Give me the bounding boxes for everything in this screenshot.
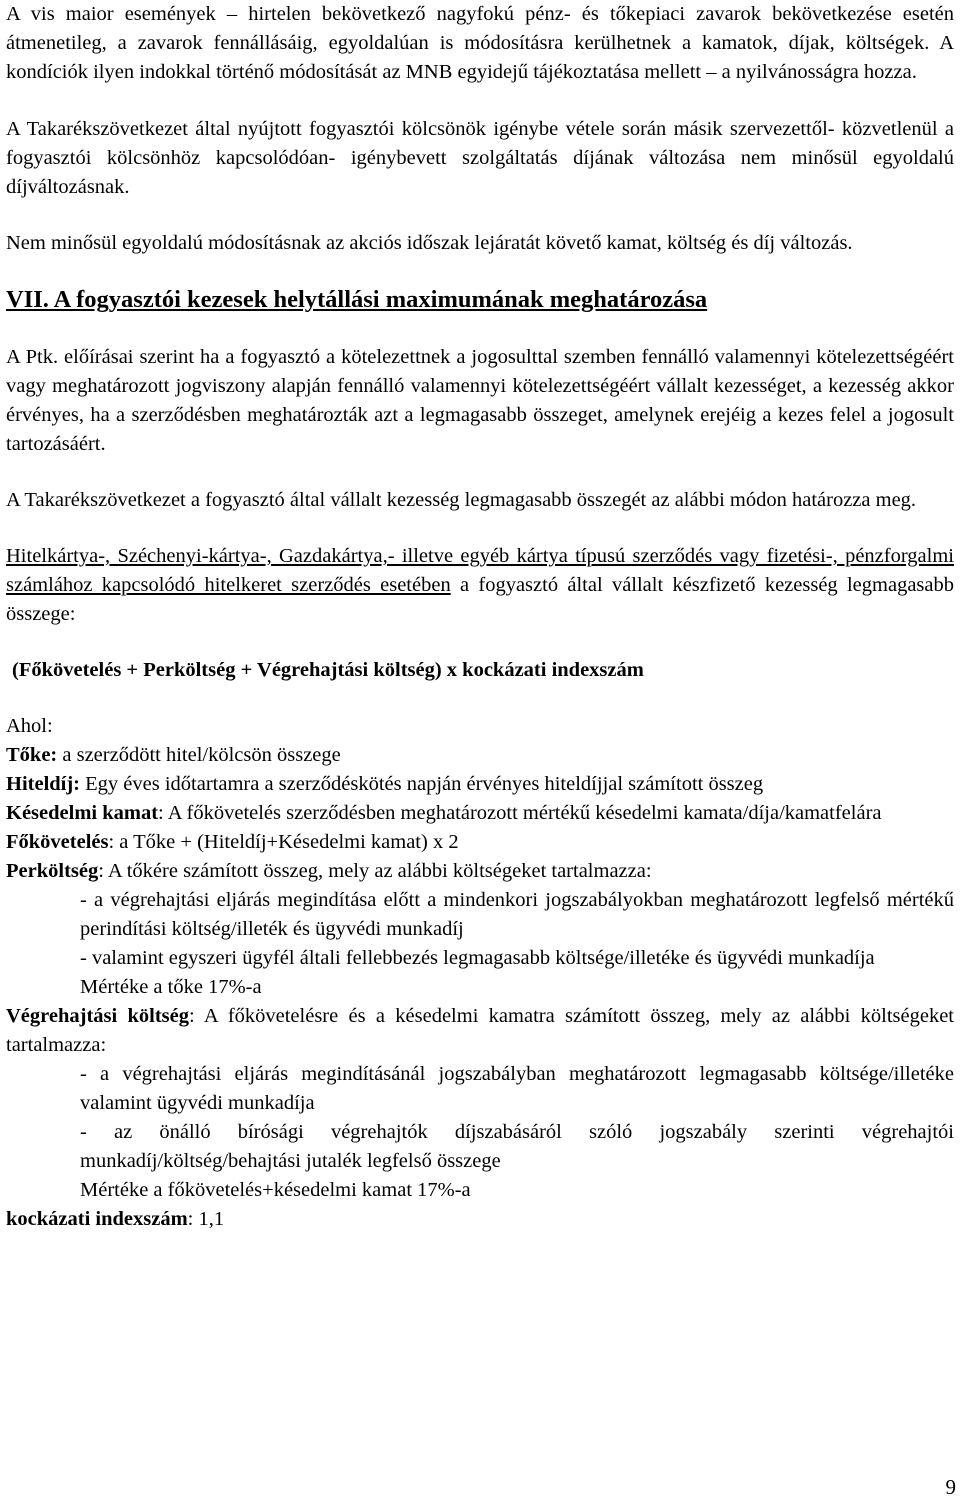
definition-hiteldij: [6, 770, 954, 799]
fokoveteles-text: : a Tőke + (Hiteldíj+Késedelmi kamat) x 2: [108, 831, 459, 853]
paragraph-vis-maior: A vis maior események – hirtelen bekövetkező nagyfokú pénz- és tőkepiaci zavarok bekövetkezése esetén átmenetileg, a zavarok fennállásáig, egyoldalúan is módosításra kerülhetnek a kamatok, díjak, költségek. A kondíciók ilyen indokkal történő módosítását az MNB egyidejű tájékoztatása mellett – a nyilvánosságra hozza.: [6, 3, 954, 83]
definition-vegrehajtasi-koltseg: [6, 1002, 954, 1060]
card-contracts-rest: a fogyasztó által vállalt készfizető kezesség legmagasabb összege:: [6, 574, 954, 625]
vegrehajtasi-label: Végrehajtási költség: [6, 1005, 189, 1027]
toke-label: Tőke:: [6, 744, 58, 766]
definition-kesedelmi-kamat: [6, 799, 954, 828]
vegrehajtasi-item-2: - az önálló bírósági végrehajtók díjszabásáról szóló jogszabály szerinti végrehajtói munkadíj/költség/behajtási jutalék legfelső összege: [80, 1121, 954, 1172]
hiteldij-label: Hiteldíj:: [6, 773, 81, 795]
section-heading: VII. A fogyasztói kezesek helytállási maximumának meghatározása: [6, 286, 708, 313]
vegrehajtasi-item-1: - a végrehajtási eljárás megindításánál jogszabályban meghatározott legmagasabb költsége/illetéke valamint ügyvédi munkadíja: [80, 1063, 954, 1114]
vegrehajtasi-rate: Mértéke a főkövetelés+késedelmi kamat 17%-a: [80, 1179, 471, 1201]
kesedelmi-text: : A főkövetelés szerződésben meghatározott mértékű késedelmi kamata/díja/kamatfelára: [158, 802, 882, 824]
kockazati-label: kockázati indexszám: [6, 1208, 188, 1230]
formula: (Főkövetelés + Perköltség + Végrehajtási költség) x kockázati indexszám: [12, 659, 644, 681]
kockazati-text: : 1,1: [187, 1208, 225, 1230]
paragraph-other-service-fee: A Takarékszövetkezet által nyújtott fogyasztói kölcsönök igénybe vétele során másik szervezettől- közvetlenül a fogyasztói kölcsönhöz kapcsolódóan- igénybevett szolgáltatás díjának változása nem minősül egyoldalú díjváltozásnak.: [6, 118, 954, 198]
perkoltseg-text: : A tőkére számított összeg, mely az alábbi költségeket tartalmazza:: [98, 860, 652, 882]
card-contracts-underlined: Hitelkártya-, Széchenyi-kártya-, Gazdakártya,- illetve egyéb kártya típusú szerződés vagy fizetési-, pénzforgalmi számlához kapcsolódó hitelkeret szerződés esetében: [6, 545, 954, 596]
definition-perkoltseg: [6, 857, 954, 886]
kesedelmi-label: Késedelmi kamat: [6, 802, 159, 824]
paragraph-method: A Takarékszövetkezet a fogyasztó által vállalt kezesség legmagasabb összegét az alábbi módon határozza meg.: [6, 489, 917, 511]
perkoltseg-item-2: - valamint egyszeri ügyfél általi fellebbezés legmagasabb költsége/illetéke és ügyvédi munkadíja: [80, 947, 875, 969]
where-label: Ahol:: [6, 715, 53, 737]
document-page: [6, 0, 954, 1234]
vegrehajtasi-text: : A főkövetelésre és a késedelmi kamatra számított összeg, mely az alábbi költségeket tartalmazza:: [6, 1005, 954, 1056]
perkoltseg-label: Perköltség: [6, 860, 99, 882]
paragraph-ptk: A Ptk. előírásai szerint ha a fogyasztó a kötelezettnek a jogosulttal szemben fennálló valamennyi kötelezettségéért vagy meghatározott jogviszony alapján fennálló valamennyi kötelezettségéért vállalt kezességet, a kezesség akkor érvényes, ha a szerződésben meghatározták azt a legmagasabb összeget, amelynek erejéig a kezes felel a jogosult tartozásáért.: [6, 346, 954, 455]
paragraph-card-contracts: [6, 542, 954, 629]
perkoltseg-item-1: - a végrehajtási eljárás megindítása előtt a mindenkori jogszabályokban meghatározott legfelső mértékű perindítási költség/illeték és ügyvédi munkadíj: [80, 889, 954, 940]
hiteldij-text: Egy éves időtartamra a szerződéskötés napján érvényes hiteldíjjal számított összeg: [80, 773, 764, 795]
definition-kockazati-indexszam: [6, 1205, 954, 1234]
definition-fokoveteles: [6, 828, 954, 857]
definition-toke: [6, 741, 954, 770]
perkoltseg-rate: Mértéke a tőke 17%-a: [80, 976, 262, 998]
toke-text: a szerződött hitel/kölcsön összege: [57, 744, 341, 766]
page-number: 9: [945, 1475, 956, 1499]
paragraph-promo-period: Nem minősül egyoldalú módosításnak az akciós időszak lejáratát követő kamat, költség és díj változás.: [6, 232, 853, 254]
fokoveteles-label: Főkövetelés: [6, 831, 109, 853]
